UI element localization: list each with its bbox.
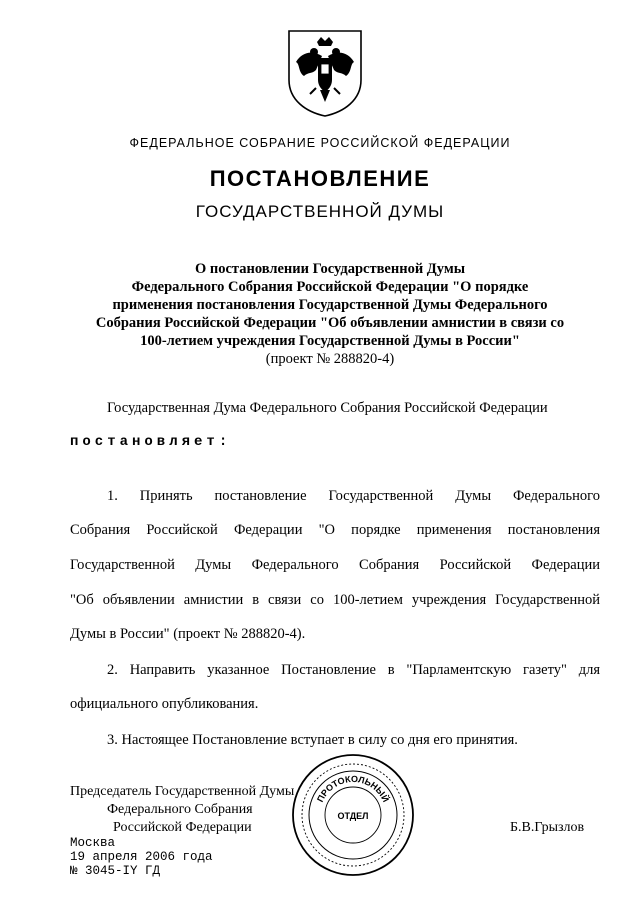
- coat-of-arms-emblem: [286, 28, 364, 118]
- document-issuer-title: ГОСУДАРСТВЕННОЙ ДУМЫ: [195, 202, 445, 221]
- protocol-department-stamp: [290, 752, 416, 878]
- date: 19 апреля 2006 года: [70, 850, 213, 864]
- subject-block: [90, 260, 570, 368]
- subject-line: 100-летием учреждения Государственной Думы в России": [140, 333, 520, 349]
- project-number: (проект № 288820-4): [265, 351, 395, 367]
- signatory-name: Б.В.Грызлов: [510, 820, 585, 835]
- signatory-title-line: Федерального Собрания: [107, 802, 253, 817]
- item-2-line: официального опубликования.: [70, 696, 259, 712]
- item-1-line: "Об объявлении амнистии в связи со 100-летием учреждения Государственной: [70, 592, 600, 608]
- document-number: № 3045-IY ГД: [70, 864, 161, 878]
- item-2-line: 2. Направить указанное Постановление в "Парламентскую газету" для: [107, 662, 600, 678]
- stamp-center-text: ОТДЕЛ: [337, 811, 369, 821]
- city: Москва: [70, 836, 116, 850]
- preamble-text: Государственная Дума Федерального Собрания Российской Федерации: [107, 400, 548, 416]
- signatory-title-line: Российской Федерации: [113, 820, 252, 835]
- stamp-top-text: ПРОТОКОЛЬНЫЙ: [315, 773, 391, 804]
- subject-line: применения постановления Государственной Думы Федерального: [112, 297, 548, 313]
- organization-heading: ФЕДЕРАЛЬНОЕ СОБРАНИЕ РОССИЙСКОЙ ФЕДЕРАЦИИ: [129, 136, 511, 150]
- item-1-line: Собрания Российской Федерации "О порядке применения постановления: [70, 522, 600, 538]
- decides-word: постановляет:: [70, 434, 232, 450]
- document-type-title: ПОСТАНОВЛЕНИЕ: [209, 166, 431, 191]
- item-3-line: 3. Настоящее Постановление вступает в силу со дня его принятия.: [107, 732, 518, 748]
- item-1-line: Думы в России" (проект № 288820-4).: [70, 626, 306, 642]
- subject-line: О постановлении Государственной Думы: [194, 261, 466, 277]
- item-1-line: 1. Принять постановление Государственной Думы Федерального: [107, 488, 600, 504]
- subject-line: Собрания Российской Федерации "Об объявлении амнистии в связи со: [95, 315, 565, 331]
- signatory-title-line: Председатель Государственной Думы: [70, 784, 295, 799]
- item-1-line: Государственной Думы Федерального Собрания Российской Федерации: [70, 557, 600, 573]
- subject-line: Федерального Собрания Российской Федерации "О порядке: [131, 279, 529, 295]
